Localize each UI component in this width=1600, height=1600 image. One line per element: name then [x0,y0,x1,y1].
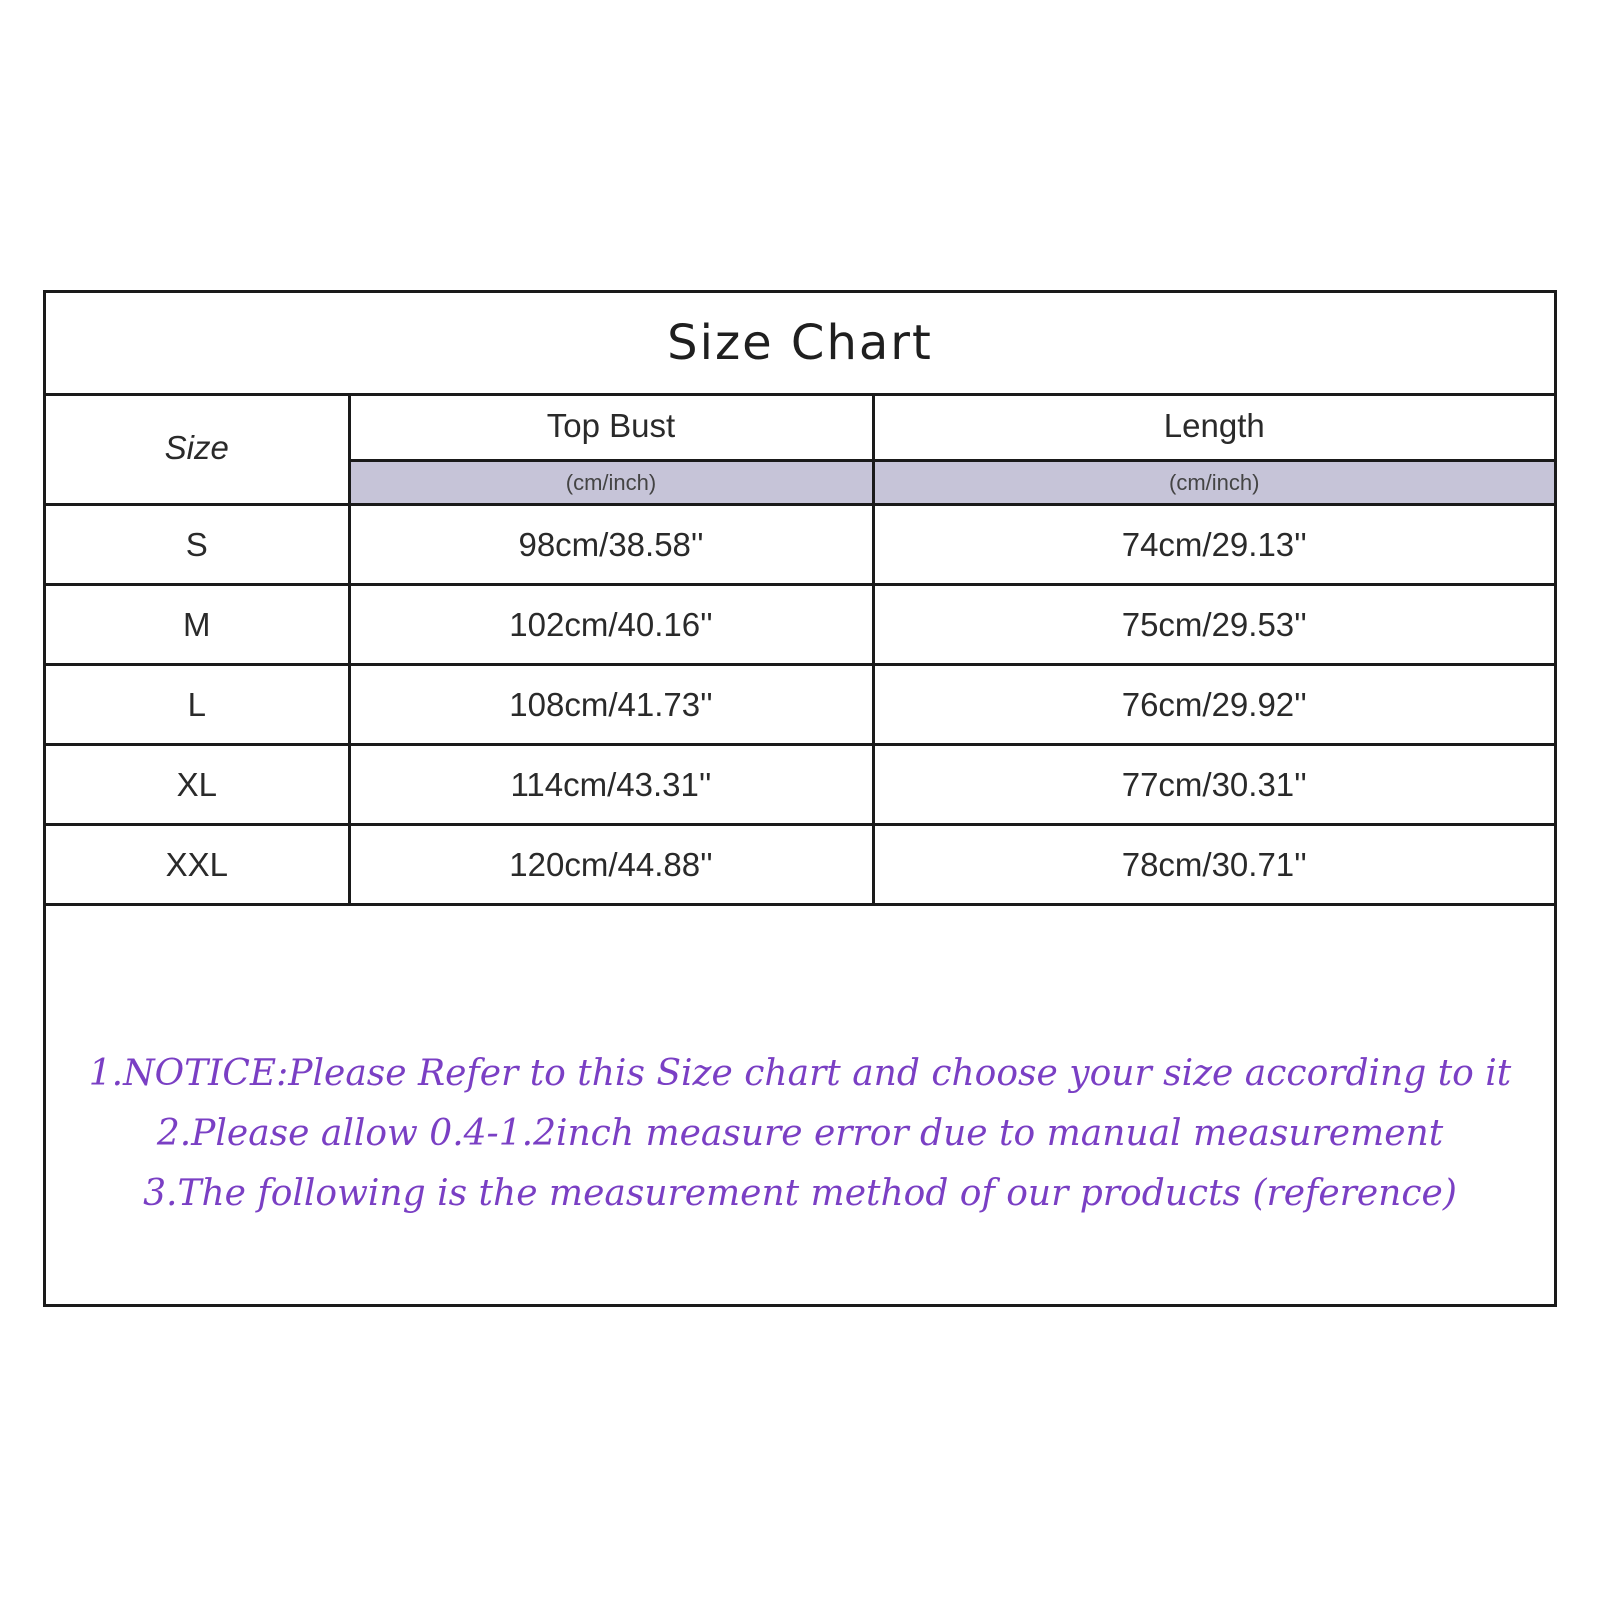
length-unit: (cm/inch) [873,461,1554,505]
size-column-header: Size [46,393,349,505]
size-table [46,393,1554,906]
size-chart-frame [43,290,1557,1307]
notes-section [46,991,1554,1307]
table-row [46,665,1554,745]
size-cell: L [46,665,349,745]
chart-title: Size Chart [667,315,933,371]
length-header: Length [873,393,1554,461]
top-bust-cell: 102cm/40.16'' [349,585,873,665]
size-cell: XL [46,745,349,825]
table-row [46,745,1554,825]
top-bust-cell: 98cm/38.58'' [349,505,873,585]
top-bust-cell: 120cm/44.88'' [349,825,873,905]
top-bust-unit: (cm/inch) [349,461,873,505]
note-line: 1.NOTICE:Please Refer to this Size chart and choose your size according to it [88,1053,1512,1094]
size-cell: M [46,585,349,665]
length-cell: 75cm/29.53'' [873,585,1554,665]
note-line: 3.The following is the measurement method of our products (reference) [143,1173,1457,1214]
length-cell: 77cm/30.31'' [873,745,1554,825]
size-cell: XXL [46,825,349,905]
length-cell: 76cm/29.92'' [873,665,1554,745]
table-row [46,505,1554,585]
top-bust-header: Top Bust [349,393,873,461]
length-cell: 78cm/30.71'' [873,825,1554,905]
size-cell: S [46,505,349,585]
note-line: 2.Please allow 0.4-1.2inch measure error due to manual measurement [156,1113,1444,1154]
length-cell: 74cm/29.13'' [873,505,1554,585]
header-row [46,393,1554,461]
top-bust-cell: 114cm/43.31'' [349,745,873,825]
title-row [46,293,1554,396]
top-bust-cell: 108cm/41.73'' [349,665,873,745]
table-row [46,585,1554,665]
table-row [46,825,1554,905]
